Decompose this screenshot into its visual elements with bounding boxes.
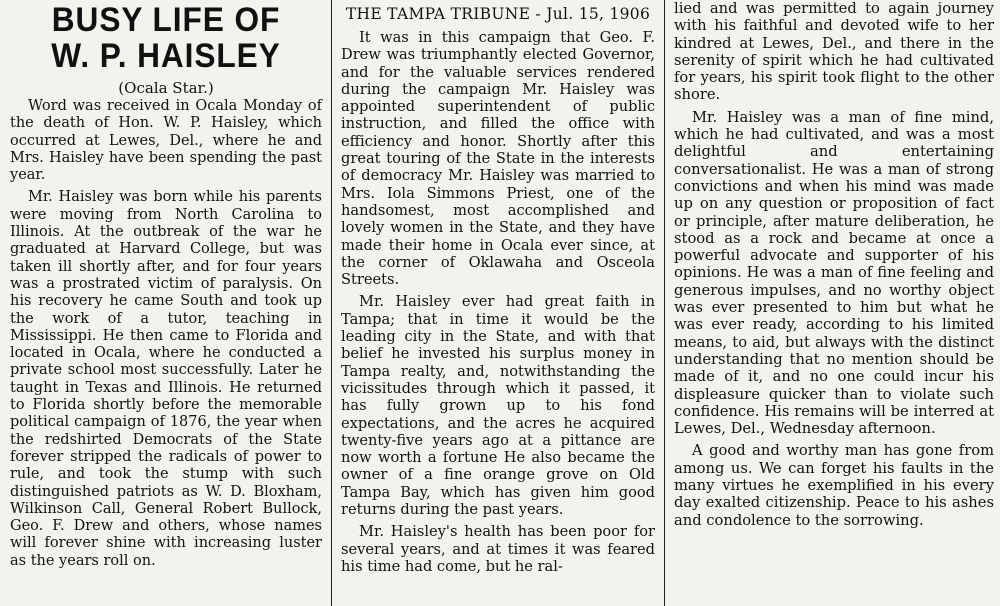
paragraph-continuation: lied and was permitted to again journey with his faithful and devoted wife to her kindred at Lewes, Del., and there in the serenity of spirit which he had cultivated for years, his spirit took flight to the other shore. [674, 0, 994, 104]
paragraph: A good and worthy man has gone from among us. We can forget his faults in the many virtues he exemplified in his every day exalted citizenship. Peace to his ashes and condolence to the sorrowing. [674, 442, 994, 529]
paragraph: Mr. Haisley's health has been poor for several years, and at times it was feared his time had come, but he ral- [341, 523, 655, 575]
column-rule-right [664, 0, 665, 606]
headline-line-2: W. P. HAISLEY [51, 37, 281, 75]
article-headline [21, 2, 311, 74]
newspaper-masthead: THE TAMPA TRIBUNE - Jul. 15, 1906 [345, 5, 651, 23]
paragraph: Mr. Haisley was born while his parents were moving from North Carolina to Illinois. At the outbreak of the war he graduated at Harvard College, but was taken ill shortly after, and for four years was a prostrated victim of paralysis. On his recovery he came South and took up the work of a tutor, teaching in Mississippi. He then came to Florida and located in Ocala, where he conducted a private school most successfully. Later he taught in Texas and Illinois. He returned to Florida shortly before the memorable political campaign of 1876, the year when the redshirted Democrats of the State forever stripped the radicals of power to rule, and took the stump with such distinguished patriots as W. D. Bloxham, Wilkinson Call, General Robert Bullock, Geo. F. Drew and others, whose names will forever shine with increasing luster as the years roll on. [10, 189, 322, 569]
paragraph: Mr. Haisley was a man of fine mind, which he had cultivated, and was a most delightful and entertaining conversationalist. He was a man of strong convictions and when his mind was made up on any question or proposition of fact or principle, after mature deliberation, he stood as a rock and became at once a powerful advocate and supporter of his opinions. He was a man of fine feeling and generous impulses, and no worthy object was ever presented to him but what he was ever ready, according to his limited means, to aid, but always with the distinct understanding that no mention should be made of it, and no one could incur his displeasure quicker than to violate such confidence. His remains will be interred at Lewes, Del., Wednesday afternoon. [674, 108, 994, 438]
paragraph: Word was received in Ocala Monday of the death of Hon. W. P. Haisley, which occurred at Lewes, Del., where he and Mrs. Haisley have been spending the past year. [10, 98, 322, 184]
paragraph: Mr. Haisley ever had great faith in Tampa; that in time it would be the leading city in the State, and with that belief he invested his surplus money in Tampa realty, and, notwithstanding the vicissitudes through which it passed, it has fully grown up to his fond expectations, and the acres he acquired twenty-five years ago at a pittance are now worth a fortune He also became the owner of a fine orange grove on Old Tampa Bay, which has given him good returns during the past years. [341, 293, 655, 519]
article-column-3 [666, 0, 1000, 606]
column-rule-left [331, 0, 332, 606]
headline-line-1: BUSY LIFE OF [51, 1, 281, 39]
article-column-2 [333, 0, 663, 606]
article-source: (Ocala Star.) [118, 79, 214, 97]
article-column-1 [0, 0, 330, 606]
paragraph: It was in this campaign that Geo. F. Drew was triumphantly elected Governor, and for the valuable services rendered during the campaign Mr. Haisley was appointed superintendent of public instruction, and filled the office with efficiency and honor. Shortly after this great touring of the State in the interests of democracy Mr. Haisley was married to Mrs. Iola Simmons Priest, one of the handsomest, most accomplished and lovely women in the State, and they have made their home in Ocala ever since, at the corner of Oklawaha and Osceola Streets. [341, 29, 655, 289]
